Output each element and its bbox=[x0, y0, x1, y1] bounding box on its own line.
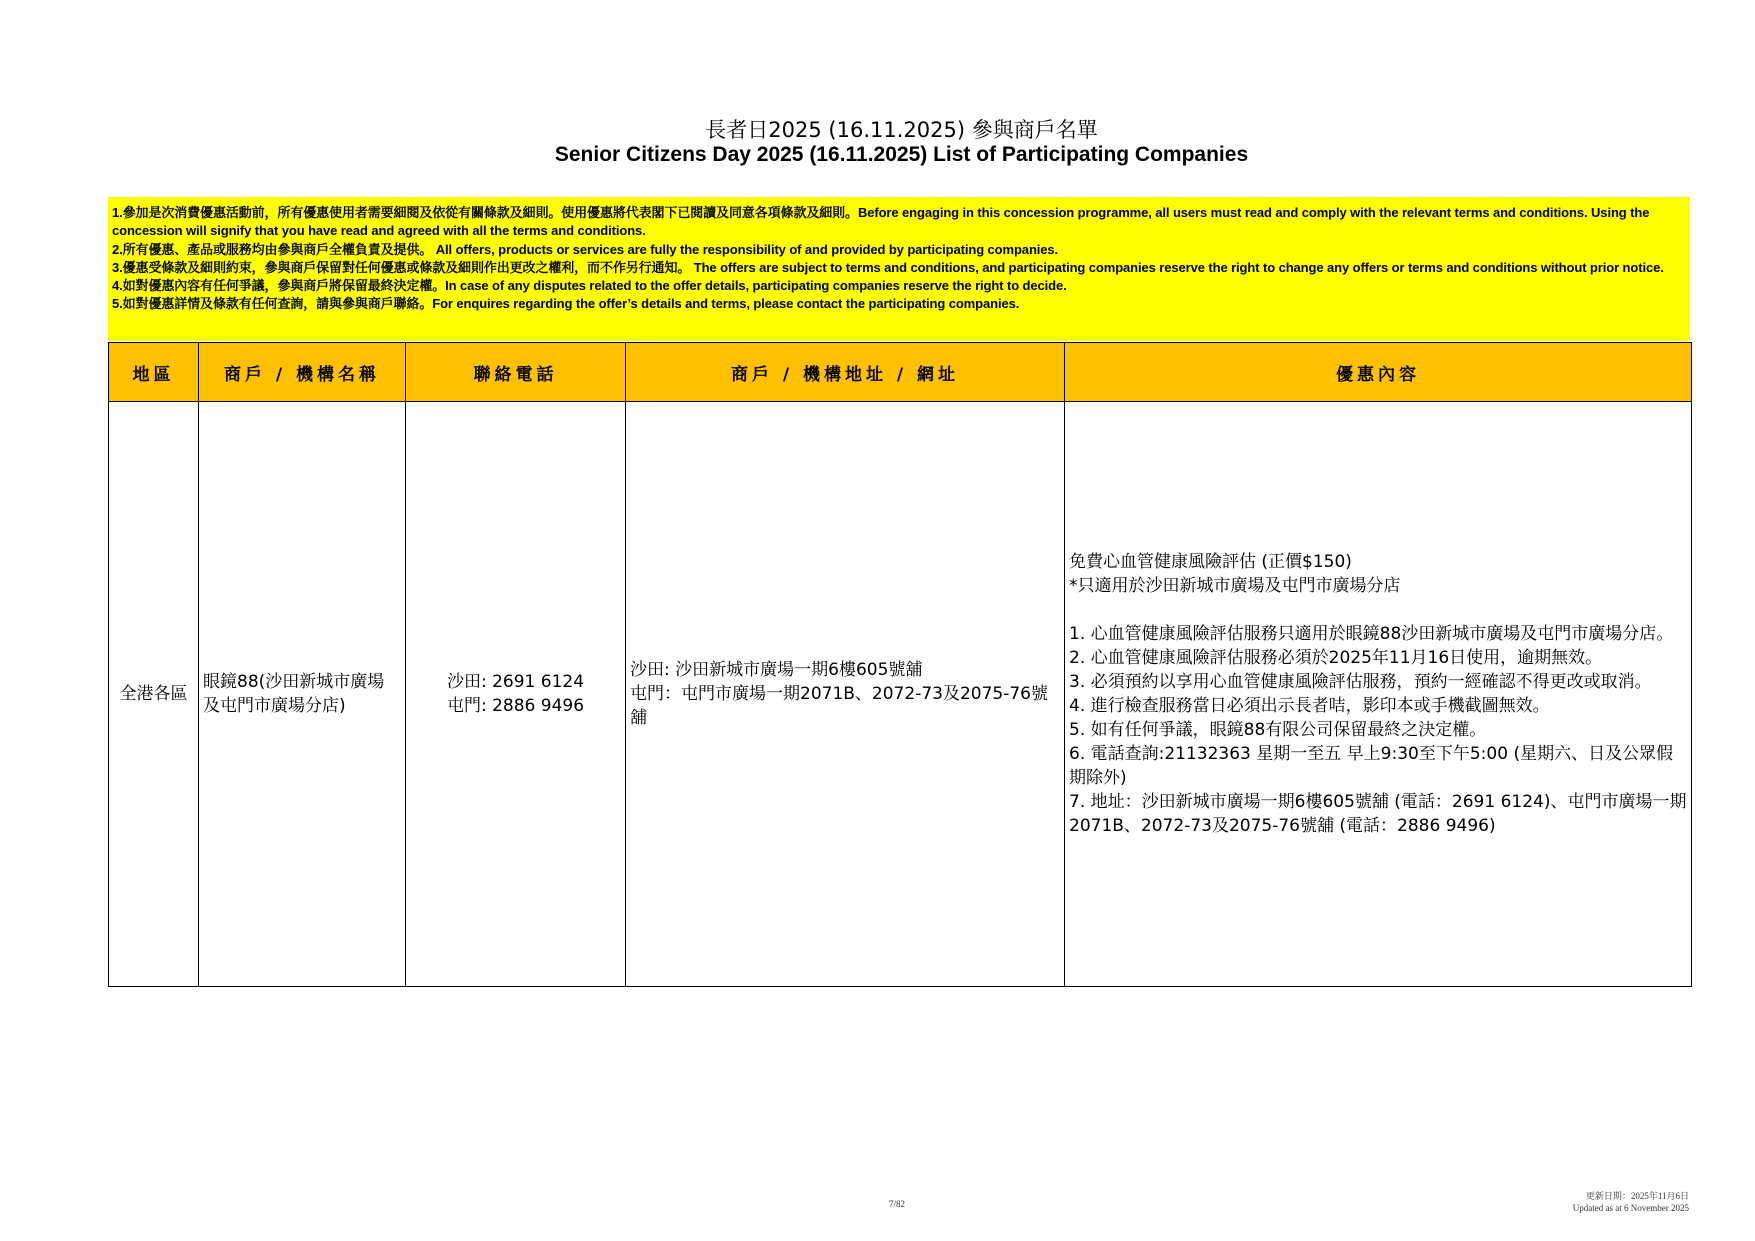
terms-notice bbox=[108, 197, 1690, 341]
offer-line: 2. 心血管健康風險評估服務必須於2025年11月16日使用，逾期無效。 bbox=[1069, 648, 1603, 668]
cell-district: 全港各區 bbox=[109, 402, 199, 987]
notice-line-3: 3.優惠受條款及細則約束，參與商戶保留對任何優惠或條款及細則作出更改之權利，而不作另行通知。 The offers are subject to terms and conditions, and participating companies reserve the right to change any offers or terms and conditions without prior notice. bbox=[112, 259, 1664, 275]
notice-line-2: 2.所有優惠、產品或服務均由參與商戶全權負責及提供。 All offers, products or services are fully the responsibility of and provided by participating companies. bbox=[112, 241, 1059, 257]
offer-line: *只適用於沙田新城市廣場及屯門市廣場分店 bbox=[1069, 576, 1401, 596]
offer-line: 1. 心血管健康風險評估服務只適用於眼鏡88沙田新城市廣場及屯門市廣場分店。 bbox=[1069, 624, 1674, 644]
participating-companies-table bbox=[108, 342, 1692, 987]
update-date-zh: 更新日期：2025年11月6日 bbox=[1585, 1191, 1689, 1201]
column-header-district: 地區 bbox=[109, 343, 199, 402]
column-header-address: 商戶 / 機構地址 / 網址 bbox=[626, 343, 1065, 402]
update-date bbox=[1573, 1190, 1689, 1214]
notice-line-4: 4.如對優惠內容有任何爭議，參與商戶將保留最終決定權。In case of any disputes related to the offer details, participating companies reserve the right to decide. bbox=[112, 278, 1067, 294]
column-header-offer: 優惠內容 bbox=[1065, 343, 1692, 402]
phone-shatin: 沙田: 2691 6124 bbox=[446, 672, 585, 692]
address-shatin: 沙田: 沙田新城市廣場一期6樓605號舖 bbox=[630, 660, 923, 680]
offer-line: 4. 進行檢查服務當日必須出示長者咭，影印本或手機截圖無效。 bbox=[1069, 696, 1550, 716]
table-header-row bbox=[109, 343, 1692, 402]
offer-line: 5. 如有任何爭議，眼鏡88有限公司保留最終之決定權。 bbox=[1069, 720, 1487, 740]
page-number: 7/82 bbox=[889, 1199, 906, 1209]
cell-phone bbox=[406, 402, 626, 987]
column-header-phone: 聯絡電話 bbox=[406, 343, 626, 402]
notice-line-5: 5.如對優惠詳情及條款有任何查詢，請與參與商戶聯絡。For enquires regarding the offer’s details and terms, please contact the participating companies. bbox=[112, 296, 1020, 312]
page-title-en: Senior Citizens Day 2025 (16.11.2025) List of Participating Companies bbox=[554, 143, 1249, 166]
offer-line: 6. 電話查詢:21132363 星期一至五 早上9:30至下午5:00 (星期六、日及公眾假期除外) bbox=[1069, 744, 1674, 788]
update-date-en: Updated as at 6 November 2025 bbox=[1572, 1203, 1689, 1213]
offer-line: 7. 地址：沙田新城市廣場一期6樓605號舖 (電話：2691 6124)、屯門市廣場一期2071B、2072-73及2075-76號舖 (電話：2886 9496) bbox=[1069, 792, 1687, 836]
offer-line: 免費心血管健康風險評估 (正價$150) bbox=[1069, 552, 1352, 572]
notice-line-1: 1.參加是次消費優惠活動前，所有優惠使用者需要細閱及依從有關條款及細則。使用優惠將代表閣下已閱讀及同意各項條款及細則。Before engaging in this concession programme, all users must read and comply with the relevant terms and conditions. Using the concession will signify that you have read and agreed with all the terms and conditions. bbox=[112, 205, 1650, 239]
cell-offer bbox=[1065, 402, 1692, 987]
cell-address bbox=[626, 402, 1065, 987]
page-title-zh: 長者日2025 (16.11.2025) 參與商戶名單 bbox=[705, 118, 1098, 142]
phone-tuenmun: 屯門: 2886 9496 bbox=[446, 696, 585, 716]
cell-company: 眼鏡88(沙田新城市廣場及屯門市廣場分店) bbox=[199, 402, 406, 987]
table-row bbox=[109, 402, 1692, 987]
offer-line: 3. 必須預約以享用心血管健康風險評估服務，預約一經確認不得更改或取消。 bbox=[1069, 672, 1652, 692]
column-header-company: 商戶 / 機構名稱 bbox=[199, 343, 406, 402]
address-tuenmun: 屯門：屯門市廣場一期2071B、2072-73及2075-76號舖 bbox=[630, 684, 1048, 728]
offer-line bbox=[1069, 598, 1687, 622]
